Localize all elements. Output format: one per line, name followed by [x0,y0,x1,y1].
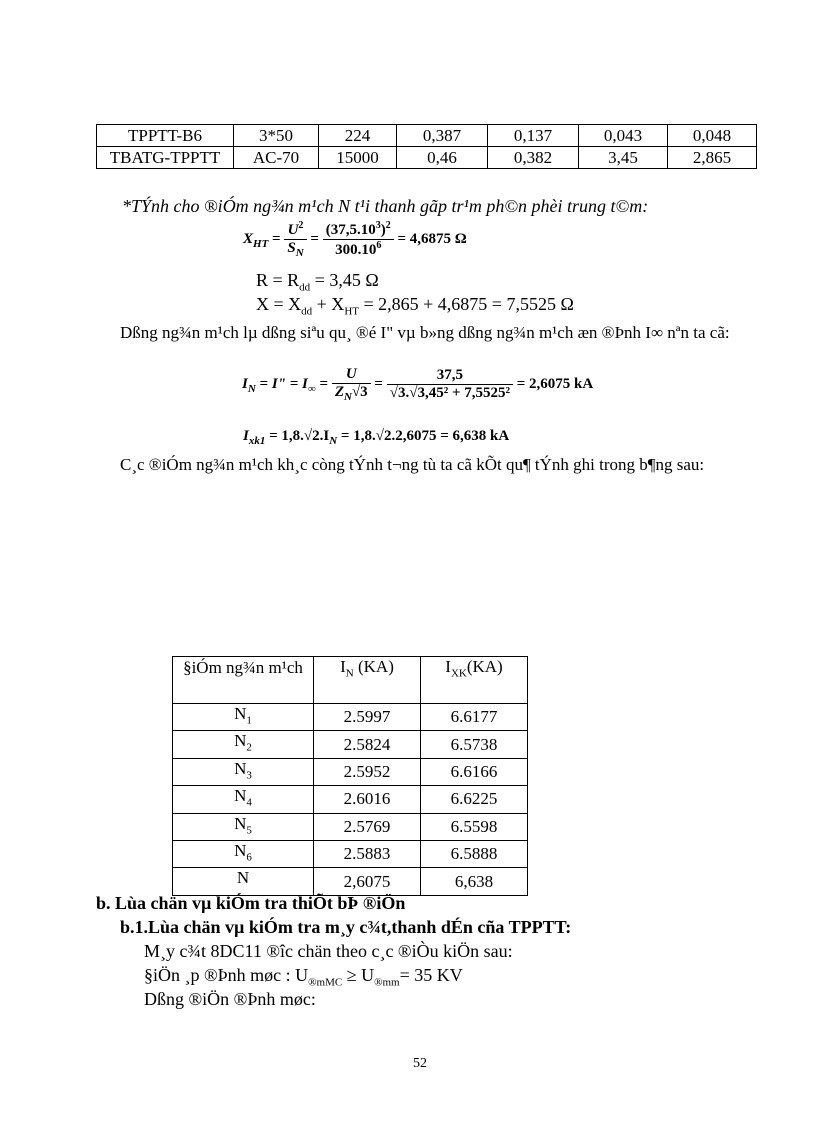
table-row: $N_3$ 2.5952 6.6166 [173,758,528,785]
calc-heading: *TÝnh cho ®iÓm ng¾n m¹ch N t¹i thanh gãp tr¹m ph©n phèi trung t©m: [122,196,649,216]
fraction: $\frac{U}{Z_N√3}$ [332,366,371,403]
line-parameter-table [96,124,757,169]
fault-current-table [172,656,528,896]
text-line: Dßng ®iÖn ®Þnh møc: [144,989,316,1009]
formula-xht: $X_{HT}$ = $\frac{U^2}{S_N}$ = $\frac{(37,5.10^3)^2}{300.10^6}$ = 4,6875 Ω [243,220,467,259]
fraction: $\frac{(37,5.10^3)^2}{300.10^6}$ [323,220,394,259]
paragraph: C¸c ®iÓm ng¾n m¹ch kh¸c còng tÝnh t¬ng tù ta cã kÕt qu¶ tÝnh ghi trong b¶ng sau: [120,455,705,474]
table-row: N 2,6075 6,638 [173,868,528,895]
page-number: 52 [413,1056,427,1071]
text-line: M¸y c¾t 8DC11 ®îc chän theo c¸c ®iÒu kiÖn sau: [144,941,513,961]
table-row: $N_5$ 2.5769 6.5598 [173,813,528,840]
formula-in: $I_N = I$" = $I_\infty$ = $\frac{U}{Z_N√3}$ = $\frac{37,5}{\text{√3.√3,45² + 7,5525²}}$ = 2,6075 kA [242,366,594,403]
table-row: TPPTT-B6 3*50 224 0,387 0,137 0,043 0,048 [97,125,757,147]
formula-ixk: $I_{xk1} = 1,8.√2.I_N = 1,8.√2.2,6075 = 6,638$ kA [243,428,510,447]
table-header-row: §iÓm ng¾n m¹ch $I_N$ (KA) $I_{XK}(KA)$ [173,657,528,704]
section-heading: b. Lùa chän vµ kiÓm tra thiÕt bÞ ®iÖn [96,893,406,913]
text-line: §iÖn ¸p ®Þnh møc : $U_{®mMC} \ge U_{®mm}= 35$ KV [144,965,463,989]
table-row: $N_2$ 2.5824 6.5738 [173,731,528,758]
paragraph: Dßng ng¾n m¹ch lµ dßng siªu qu¸ ®é I" vµ b»ng dßng ng¾n m¹ch æn ®Þnh I∞ nªn ta cã: [120,323,730,342]
r-line: $R = R_{dd} = 3,45$ Ω [256,270,379,294]
table-row: TBATG-TPPTT AC-70 15000 0,46 0,382 3,45 2,865 [97,147,757,169]
fraction: $\frac{U^2}{S_N}$ [284,220,306,259]
table-row: $N_1$ 2.5997 6.6177 [173,704,528,731]
x-line: $X = X_{dd} + X_{HT} = 2,865 + 4,6875 = 7,5525$ Ω [256,294,574,318]
subsection-heading: b.1.Lùa chän vµ kiÓm tra m¸y c¾t,thanh dÉn cña TPPTT: [120,917,572,937]
fraction: $\frac{37,5}{\text{√3.√3,45² + 7,5525²}}$ [387,367,513,402]
table-row: $N_4$ 2.6016 6.6225 [173,786,528,813]
table-row: $N_6$ 2.5883 6.5888 [173,840,528,867]
